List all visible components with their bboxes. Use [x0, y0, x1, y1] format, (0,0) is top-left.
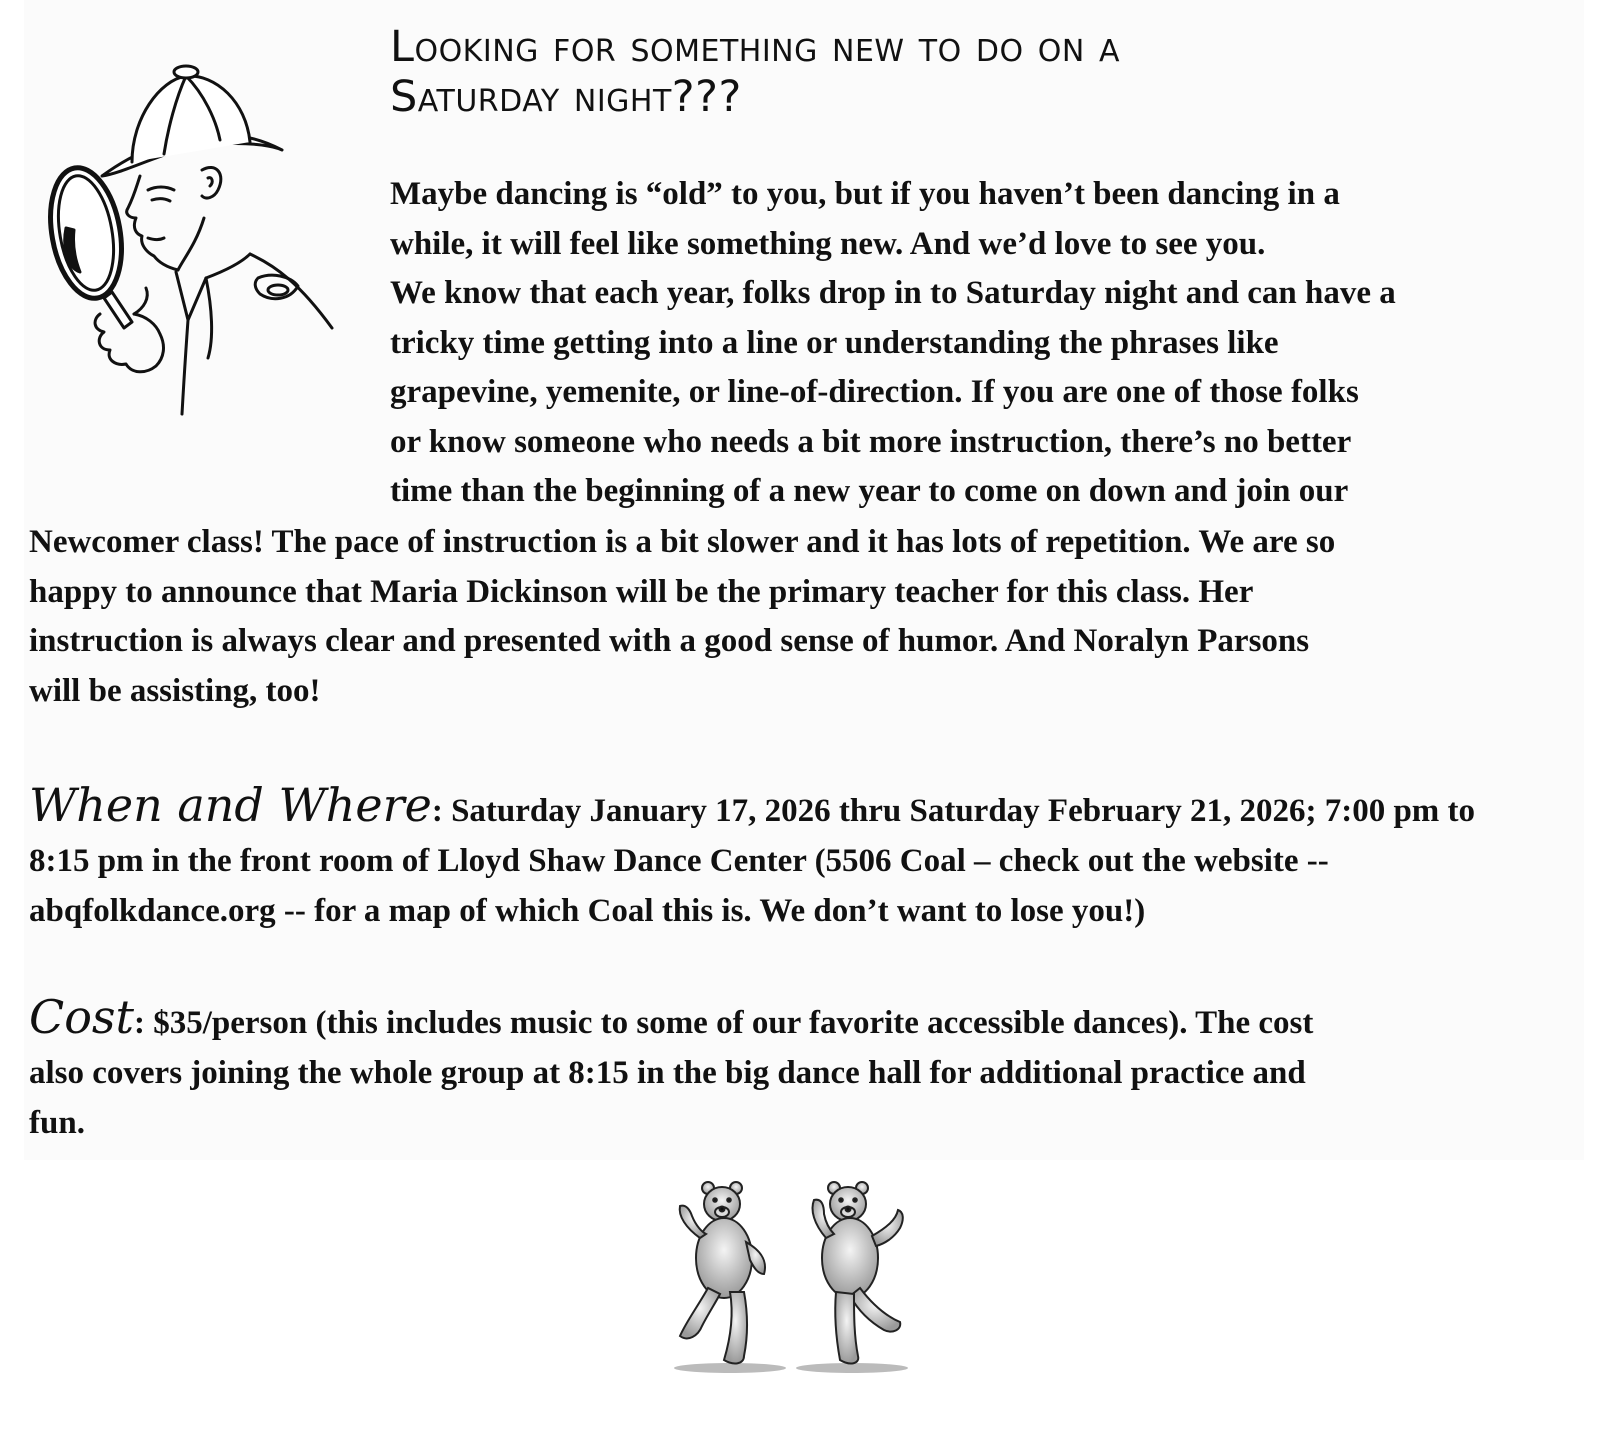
- bear-right: [813, 1182, 903, 1363]
- cost-section: [29, 992, 1589, 1148]
- cost-line-1-text: : $35/person (this includes music to some of our favorite accessible dances). The cost: [133, 1005, 1314, 1041]
- when-line-3: abqfolkdance.org -- for a map of which Coal this is. We don’t want to lose you!): [29, 893, 1146, 929]
- intro-line: grapevine, yemenite, or line-of-direction. If you are one of those folks: [390, 374, 1359, 410]
- cost-line-2: also covers joining the whole group at 8:15 in the big dance hall for additional practice and: [29, 1055, 1306, 1091]
- intro-paragraph: [390, 170, 1570, 517]
- bear-left: [680, 1182, 765, 1363]
- intro-line: while, it will feel like something new. And we’d love to see you.: [390, 225, 1266, 262]
- page-title: [390, 22, 1540, 122]
- cost-label: Cost: [29, 990, 134, 1044]
- when-and-where-section: [29, 780, 1589, 936]
- when-and-where-label: When and Where: [29, 778, 432, 832]
- intro-line: We know that each year, folks drop in to Saturday night and can have a: [390, 275, 1396, 311]
- when-line-2: 8:15 pm in the front room of Lloyd Shaw Dance Center (5506 Coal – check out the website --: [29, 843, 1329, 879]
- body-line: instruction is always clear and presented with a good sense of humor. And Noralyn Parsons: [29, 623, 1310, 659]
- intro-line: time than the beginning of a new year to come on down and join our: [390, 473, 1349, 509]
- title-line-1: Looking for something new to do on a: [390, 22, 1120, 72]
- dancing-bears-illustration: [664, 1176, 924, 1376]
- cost-line-3: fun.: [29, 1105, 85, 1141]
- cost-line-1: [29, 992, 1589, 1048]
- intro-line: Maybe dancing is “old” to you, but if you haven’t been dancing in a: [390, 176, 1340, 212]
- when-line-1: [29, 780, 1589, 836]
- title-line-2: Saturday night???: [390, 72, 742, 122]
- intro-line: tricky time getting into a line or understanding the phrases like: [390, 324, 1279, 361]
- body-line: happy to announce that Maria Dickinson will be the primary teacher for this class. Her: [29, 573, 1254, 610]
- body-line: will be assisting, too!: [29, 672, 321, 709]
- when-line-1-text: : Saturday January 17, 2026 thru Saturday February 21, 2026; 7:00 pm to: [431, 793, 1476, 829]
- newcomer-paragraph: [29, 518, 1589, 716]
- body-line: Newcomer class! The pace of instruction is a bit slower and it has lots of repetition. We are so: [29, 524, 1336, 560]
- intro-line: or know someone who needs a bit more instruction, there’s no better: [390, 423, 1352, 460]
- detective-illustration: [36, 58, 348, 428]
